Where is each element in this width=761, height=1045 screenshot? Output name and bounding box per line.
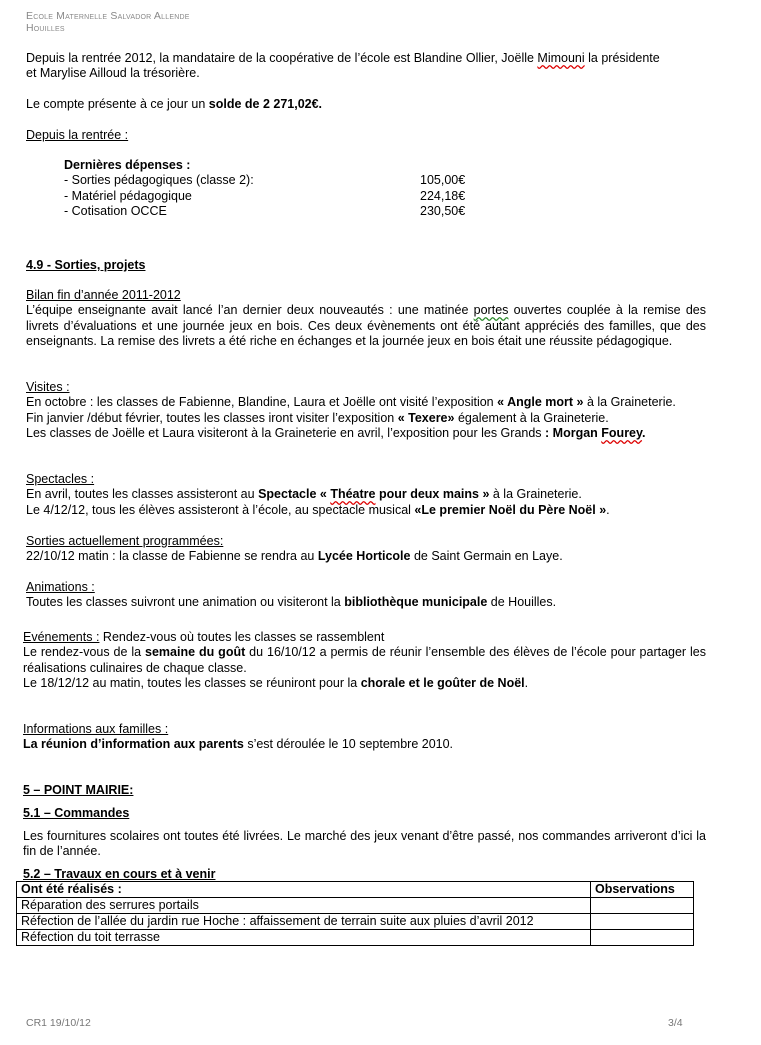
table-cell (591, 914, 694, 930)
text: Depuis la rentrée 2012, la mandataire de la coopérative de l’école est Blandine Ollier, Joëlle (26, 51, 538, 65)
table-cell: Réfection du toit terrasse (17, 930, 591, 946)
animations-heading: Animations : (26, 580, 95, 594)
text: Lycée Horticole (317, 549, 411, 564)
expense-row (64, 204, 484, 219)
table-cell: Réfection de l’allée du jardin rue Hoche : affaissement de terrain suite aux pluies d’avril 2012 (17, 914, 591, 930)
events-p1 (23, 645, 706, 676)
text: de Houilles. (487, 595, 557, 610)
text: pour deux mains » (375, 487, 490, 502)
events-heading-line (23, 630, 706, 645)
table-header (17, 882, 591, 898)
balance-amount: solde de 2 271,02€. (208, 97, 323, 111)
animations-block (26, 580, 706, 611)
text: également à la Graineterie. (454, 410, 609, 425)
text: Fourey (601, 426, 643, 441)
text: de Saint Germain en Laye. (410, 549, 563, 564)
shows-heading: Spectacles : (26, 472, 95, 486)
bilan-text (26, 303, 706, 349)
coop-section (26, 51, 706, 82)
expense-label: - Sorties pédagogiques (classe 2): (64, 173, 254, 188)
events-block (23, 630, 706, 692)
families-heading: Informations aux familles : (23, 722, 169, 736)
text: La réunion d’information aux parents (23, 737, 244, 752)
footer-page-number: 3/4 (668, 1017, 683, 1029)
text: En octobre : les classes de Fabienne, Blandine, Laura et Joëlle ont visité l’exposition (26, 395, 498, 410)
table-row (17, 898, 694, 914)
table-cell (591, 898, 694, 914)
visits-p1 (26, 395, 706, 410)
shows-p1 (26, 487, 706, 502)
shows-block (26, 472, 706, 518)
planned-p (26, 549, 706, 564)
balance-line (26, 97, 322, 112)
text: En avril, toutes les classes assisteront au (26, 487, 259, 502)
text: Le rendez-vous de la (23, 645, 146, 660)
text: Fin janvier /début février, toutes les classes iront visiter l’exposition (26, 410, 398, 425)
expense-amount: 224,18€ (420, 188, 466, 203)
expense-label: - Cotisation OCCE (64, 204, 167, 219)
text: . (524, 676, 529, 691)
planned-heading: Sorties actuellement programmées: (26, 534, 224, 548)
text: Observations (595, 882, 675, 896)
text: portes (473, 303, 509, 318)
visits-heading: Visites : (26, 380, 70, 394)
text: Ont été réalisés : (21, 882, 122, 896)
section-heading-5-1 (23, 806, 129, 821)
text: «Le premier Noël du Père Noël » (414, 502, 607, 517)
text: Mimouni (537, 51, 585, 65)
coop-intro (26, 51, 706, 82)
school-name: Ecole Maternelle Salvador Allende (26, 10, 190, 22)
text: . (642, 426, 646, 441)
text: 22/10/12 matin : la classe de Fabienne se rendra au (26, 549, 318, 564)
visits-p2 (26, 411, 706, 426)
text: la présidente (584, 51, 660, 65)
text: « Angle mort » (497, 395, 584, 410)
text: du 16/10/12 a permis de réunir l’ensemble des élèves de l’école pour partager les réalisations culinaires de chaque classe. (23, 645, 706, 675)
text: « Texere» (397, 410, 455, 425)
families-block (23, 722, 706, 753)
table-row (17, 914, 694, 930)
text: Le 18/12/12 au matin, toutes les classes se réuniront pour la (23, 676, 361, 691)
since-heading: Depuis la rentrée : (26, 128, 129, 142)
text: Les classes de Joëlle et Laura visiteront à la Graineterie en avril, l’exposition pour les Grands (26, 426, 546, 441)
text: à la Graineterie. (583, 395, 676, 410)
text: : Morgan (545, 426, 602, 441)
events-p2 (23, 676, 706, 691)
events-heading: Evénements : (23, 630, 100, 644)
bilan-heading: Bilan fin d’année 2011-2012 (26, 288, 181, 302)
text: 4.9 - Sorties, projets (26, 258, 146, 272)
section-heading-4-9 (26, 258, 145, 273)
text: bibliothèque municipale (344, 595, 488, 610)
expense-amount: 230,50€ (420, 204, 466, 219)
text: 5.1 – Commandes (23, 806, 130, 820)
text: semaine du goût (145, 645, 246, 660)
works-table (16, 881, 694, 946)
text: 5.2 – Travaux en cours et à venir (23, 867, 216, 881)
city-name: Houilles (26, 22, 65, 34)
expense-amount: 105,00€ (420, 173, 466, 188)
expenses-block (64, 158, 484, 220)
text: L’équipe enseignante avait lancé l’an dernier deux nouveautés : une matinée (26, 303, 474, 318)
table-cell (591, 930, 694, 946)
text: à la Graineterie. (489, 487, 582, 502)
table-header-row (17, 882, 694, 898)
families-p (23, 737, 706, 752)
table-header (591, 882, 694, 898)
table-row (17, 930, 694, 946)
orders-text: Les fournitures scolaires ont toutes été livrées. Le marché des jeux venant d’être passé, nos commandes arriveront d’ici la fin de l’année. (23, 829, 706, 859)
text: Le compte présente à ce jour un (26, 97, 209, 111)
bilan-block (26, 288, 706, 350)
text: Théatre (330, 487, 376, 502)
visits-block (26, 380, 706, 442)
section-heading-5 (23, 783, 133, 798)
text: Spectacle « (258, 487, 331, 502)
visits-p3 (26, 426, 706, 441)
planned-block (26, 534, 706, 565)
expense-row (64, 189, 484, 204)
text: Rendez-vous où toutes les classes se rassemblent (99, 630, 385, 644)
table-cell: Réparation des serrures portails (17, 898, 591, 914)
footer-left: CR1 19/10/12 (26, 1017, 91, 1029)
animations-p (26, 595, 706, 610)
expense-row (64, 173, 484, 188)
expenses-title: Dernières dépenses : (64, 158, 191, 172)
text: ouvertes couplée à la remise des livrets d’évaluations et une journée jeux en bois. Ces deux évènements ont été autant appréciés des familles, que des enseignants. La remise des livrets a été riche en échanges et la journée jeux en bois était une réussite pédagogique. (26, 303, 706, 349)
text: et Marylise Ailloud la trésorière. (26, 66, 200, 81)
text: Toutes les classes suivront une animation ou visiteront la (26, 595, 345, 610)
shows-p2 (26, 503, 706, 518)
text: . (606, 502, 610, 517)
page-header (26, 10, 190, 34)
expense-label: - Matériel pédagogique (64, 188, 192, 203)
text: Le 4/12/12, tous les élèves assisteront à l’école, au spectacle musical (26, 502, 415, 517)
text: chorale et le goûter de Noël (360, 676, 525, 691)
text: s’est déroulée le 10 septembre 2010. (243, 737, 454, 752)
text: 5 – POINT MAIRIE: (23, 783, 134, 797)
